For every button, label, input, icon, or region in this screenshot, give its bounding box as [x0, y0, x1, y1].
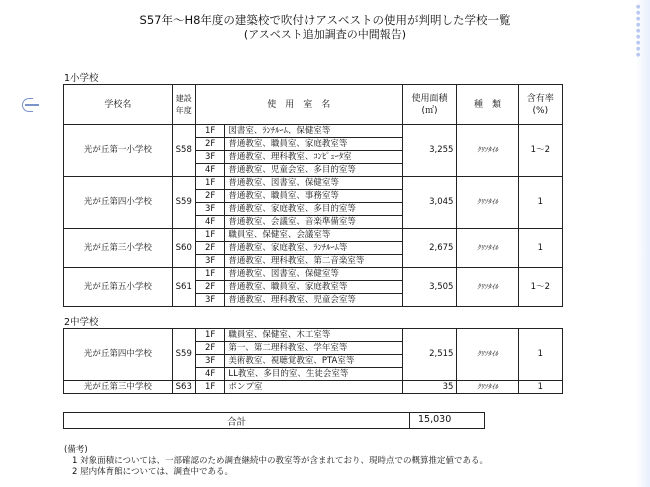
build-year: S60 [172, 229, 195, 268]
floor-label: 1F [195, 329, 225, 342]
school-name: 光が丘第五小学校 [64, 268, 173, 307]
room-names: 職員室、保健室、木工室等 [225, 329, 402, 342]
content-rate: 1 [518, 177, 562, 229]
slide-bullet-icon [22, 98, 44, 112]
table-header-row [64, 85, 563, 125]
header-type: 種 類 [457, 85, 518, 125]
total-label-box [63, 412, 410, 429]
room-names: 普通教室、理科教室、第二音楽室等 [225, 255, 402, 268]
notes-heading: (備考) [64, 445, 88, 455]
area-value: 3,255 [402, 125, 457, 177]
floor-label: 2F [195, 138, 225, 151]
floor-label: 1F [195, 381, 225, 394]
room-names: 図書室、ﾗﾝﾁﾙｰﾑ、保健室等 [225, 125, 402, 138]
floor-label: 1F [195, 229, 225, 242]
content-rate: 1～2 [518, 125, 562, 177]
room-names: 美術教室、視聴覚教室、PTA室等 [225, 355, 402, 368]
room-names: 普通教室、図書室、保健室等 [225, 177, 402, 190]
section-elementary-label: 1小学校 [64, 73, 99, 84]
asbestos-type: ｸﾘｿﾀｲﾙ [457, 125, 518, 177]
area-value: 3,045 [402, 177, 457, 229]
build-year: S61 [172, 268, 195, 307]
floor-label: 3F [195, 355, 225, 368]
total-value: 15,030 [418, 414, 452, 425]
floor-label: 3F [195, 203, 225, 216]
room-names: ポンプ室 [225, 381, 402, 394]
table-row [64, 177, 563, 190]
asbestos-type: ｸﾘｿﾀｲﾙ [457, 229, 518, 268]
room-names: 普通教室、理科教室、ｺﾝﾋﾟｭｰﾀ室 [225, 151, 402, 164]
room-names: LL教室、多目的室、生徒会室等 [225, 368, 402, 381]
header-build-year: 建設年度 [172, 85, 195, 125]
build-year: S58 [172, 125, 195, 177]
header-rooms: 使 用 室 名 [195, 85, 402, 125]
table-row [64, 125, 563, 138]
table-row [64, 381, 563, 394]
document-subtitle: (アスベスト追加調査の中間報告) [243, 28, 407, 41]
floor-label: 1F [195, 125, 225, 138]
floor-label: 4F [195, 164, 225, 177]
asbestos-type: ｸﾘｿﾀｲﾙ [457, 329, 518, 381]
build-year: S59 [172, 177, 195, 229]
area-value: 3,505 [402, 268, 457, 307]
content-rate: 1～2 [518, 268, 562, 307]
room-names: 普通教室、理科教室、児童会室等 [225, 294, 402, 307]
asbestos-type: ｸﾘｿﾀｲﾙ [457, 381, 518, 394]
area-value: 2,515 [402, 329, 457, 381]
table-row [64, 229, 563, 242]
room-names: 普通教室、職員室、事務室等 [225, 190, 402, 203]
table-row [64, 329, 563, 342]
school-name: 光が丘第一小学校 [64, 125, 173, 177]
room-names: 第一、第二理科教室、学年室等 [225, 342, 402, 355]
content-rate: 1 [518, 229, 562, 268]
total-label: 合計 [226, 417, 246, 428]
build-year: S63 [172, 381, 195, 394]
floor-label: 3F [195, 151, 225, 164]
school-name: 光が丘第三中学校 [64, 381, 173, 394]
floor-label: 4F [195, 216, 225, 229]
table-row [64, 268, 563, 281]
elementary-school-table [63, 84, 563, 307]
middle-school-table [63, 328, 563, 394]
school-name: 光が丘第四中学校 [64, 329, 173, 381]
note-item: 2 屋内体育館については、調査中である。 [72, 467, 233, 477]
floor-label: 2F [195, 190, 225, 203]
room-names: 普通教室、家庭教室、ﾗﾝﾁﾙｰﾑ等 [225, 242, 402, 255]
room-names: 普通教室、児童会室、多目的室等 [225, 164, 402, 177]
notes [64, 445, 488, 478]
floor-label: 2F [195, 242, 225, 255]
floor-label: 2F [195, 281, 225, 294]
total-value-box [409, 412, 485, 429]
room-names: 普通教室、会議室、音楽準備室等 [225, 216, 402, 229]
floor-label: 1F [195, 177, 225, 190]
content-rate: 1 [518, 329, 562, 381]
floor-label: 1F [195, 268, 225, 281]
floor-label: 4F [195, 368, 225, 381]
floor-label: 3F [195, 294, 225, 307]
header-area: 使用面積(㎡) [402, 85, 457, 125]
asbestos-type: ｸﾘｿﾀｲﾙ [457, 268, 518, 307]
slide-side-decoration: ● ● ● ● ● ● ● ● ● [636, 0, 650, 487]
school-name: 光が丘第三小学校 [64, 229, 173, 268]
header-rate: 含有率(%) [518, 85, 562, 125]
area-value: 35 [402, 381, 457, 394]
asbestos-type: ｸﾘｿﾀｲﾙ [457, 177, 518, 229]
document-title: S57年～H8年度の建築校で吹付けアスベストの使用が判明した学校一覧 [139, 13, 511, 27]
build-year: S59 [172, 329, 195, 381]
content-rate: 1 [518, 381, 562, 394]
school-name: 光が丘第四小学校 [64, 177, 173, 229]
room-names: 普通教室、図書室、保健室等 [225, 268, 402, 281]
note-item: 1 対象面積については、一部確認のため調査継続中の教室等が含まれており、現時点での概算推定値である。 [72, 456, 488, 466]
room-names: 普通教室、職員室、家庭教室等 [225, 281, 402, 294]
section-middle-label: 2中学校 [64, 317, 99, 328]
room-names: 職員室、保健室、会議室等 [225, 229, 402, 242]
header-school-name: 学校名 [64, 85, 173, 125]
floor-label: 2F [195, 342, 225, 355]
room-names: 普通教室、職員室、家庭教室等 [225, 138, 402, 151]
floor-label: 3F [195, 255, 225, 268]
area-value: 2,675 [402, 229, 457, 268]
room-names: 普通教室、家庭教室、多目的室等 [225, 203, 402, 216]
